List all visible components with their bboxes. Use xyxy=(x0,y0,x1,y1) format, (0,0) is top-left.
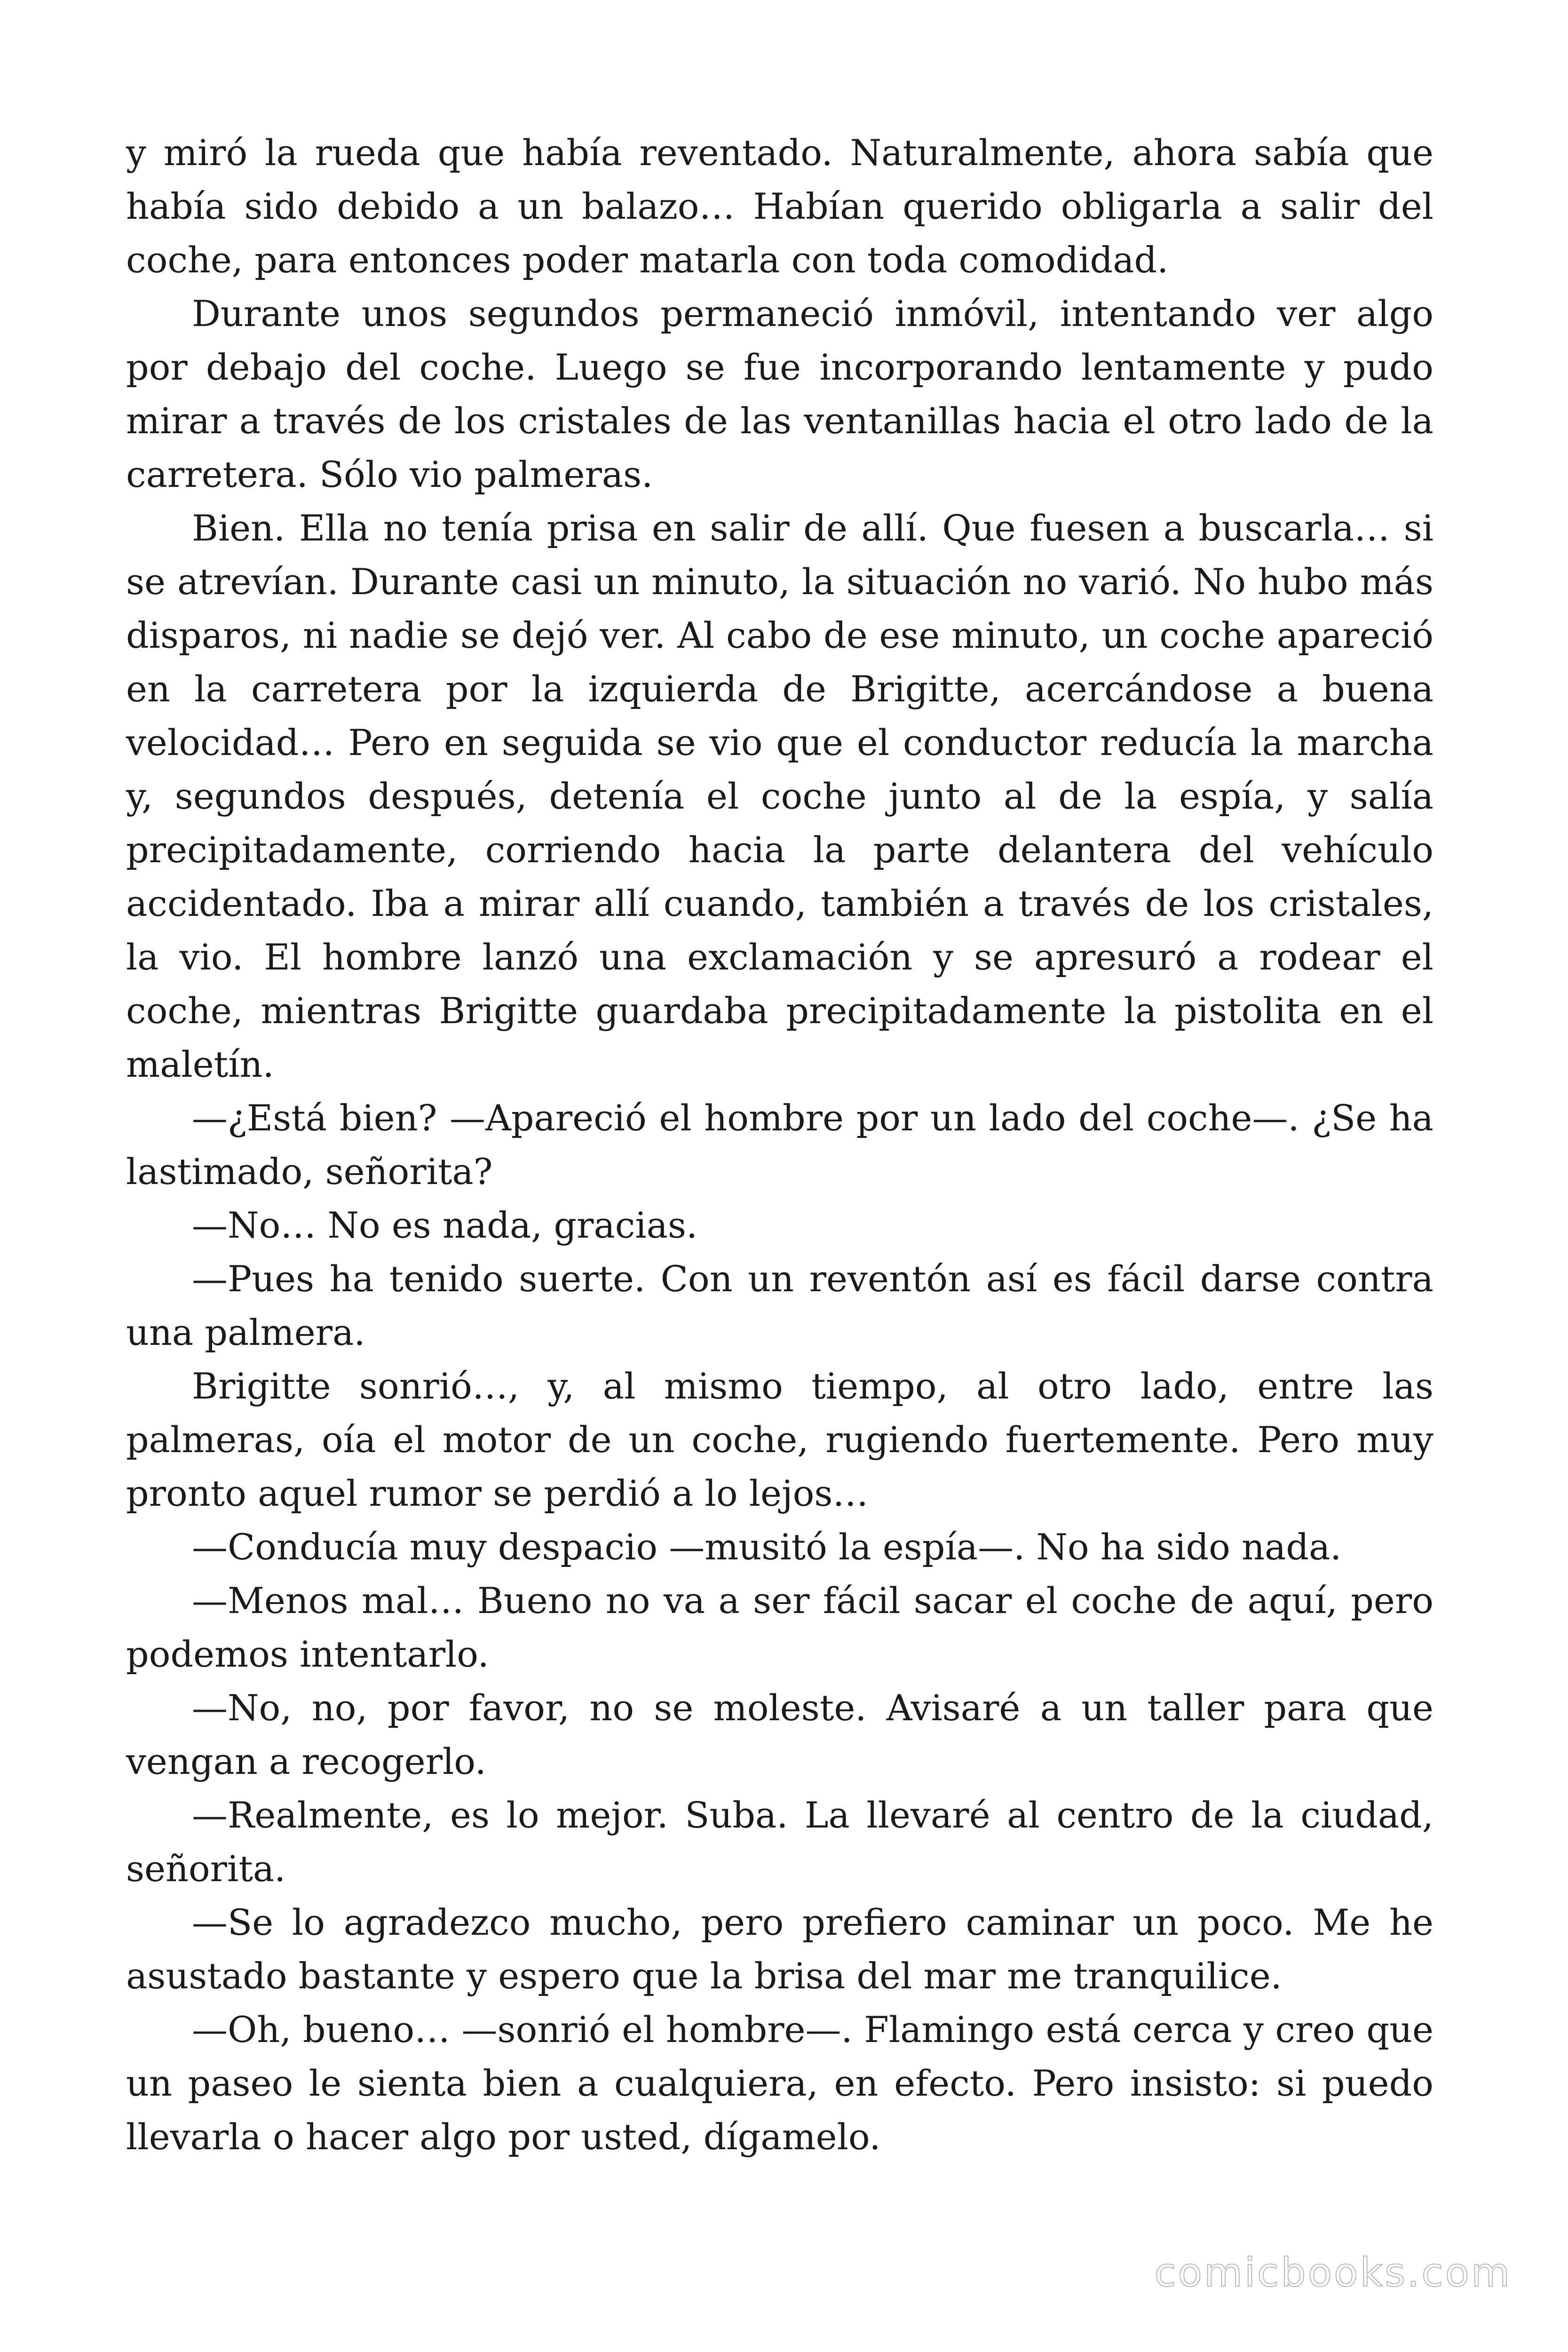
paragraph-10: —No, no, por favor, no se moleste. Avisaré a un taller para que vengan a recogerlo. xyxy=(126,1687,1433,1782)
paragraph-8: —Conducía muy despacio —musitó la espía—. No ha sido nada. xyxy=(192,1526,1342,1568)
paragraph-9: —Menos mal… Bueno no va a ser fácil sacar el coche de aquí, pero podemos intentarlo. xyxy=(126,1580,1433,1675)
book-page-text xyxy=(126,126,1433,2164)
paragraph-7: Brigitte sonrió…, y, al mismo tiempo, al otro lado, entre las palmeras, oía el motor de un coche, rugiendo fuertemente. Pero muy pronto aquel rumor se perdió a lo lejos… xyxy=(126,1365,1433,1514)
paragraph-6: —Pues ha tenido suerte. Con un reventón así es fácil darse contra una palmera. xyxy=(126,1258,1433,1353)
paragraph-1: y miró la rueda que había reventado. Naturalmente, ahora sabía que había sido debido a un balazo… Habían querido obligarla a salir del coche, para entonces poder matarla con toda comodidad. xyxy=(126,132,1433,281)
paragraph-3: Bien. Ella no tenía prisa en salir de allí. Que fuesen a buscarla… si se atrevían. Durante casi un minuto, la situación no varió. No hubo más disparos, ni nadie se dejó ver. Al cabo de ese minuto, un coche apareció en la carretera por la izquierda de Brigitte, acercándose a buena velocidad… Pero en seguida se vio que el conductor reducía la marcha y, segundos después, detenía el coche junto al de la espía, y salía precipitadamente, corriendo hacia la parte delantera del vehículo accidentado. Iba a mirar allí cuando, también a través de los cristales, la vio. El hombre lanzó una exclamación y se apresuró a rodear el coche, mientras Brigitte guardaba precipitadamente la pistolita en el maletín. xyxy=(126,507,1433,1085)
paragraph-2: Durante unos segundos permaneció inmóvil, intentando ver algo por debajo del coche. Luego se fue incorporando lentamente y pudo mirar a través de los cristales de las ventanillas hacia el otro lado de la carretera. Sólo vio palmeras. xyxy=(126,293,1433,495)
paragraph-12: —Se lo agradezco mucho, pero prefiero caminar un poco. Me he asustado bastante y espero que la brisa del mar me tranquilice. xyxy=(126,1901,1433,1997)
paragraph-5: —No… No es nada, gracias. xyxy=(192,1204,698,1246)
watermark: comicbooks.com xyxy=(1154,2249,1512,2296)
paragraph-11: —Realmente, es lo mejor. Suba. La llevaré al centro de la ciudad, señorita. xyxy=(126,1794,1433,1890)
paragraph-13: —Oh, bueno… —sonrió el hombre—. Flamingo está cerca y creo que un paseo le sienta bien a cualquiera, en efecto. Pero insisto: si puedo llevarla o hacer algo por usted, dígamelo. xyxy=(126,2009,1433,2158)
paragraph-4: —¿Está bien? —Apareció el hombre por un lado del coche—. ¿Se ha lastimado, señorita? xyxy=(126,1097,1433,1192)
